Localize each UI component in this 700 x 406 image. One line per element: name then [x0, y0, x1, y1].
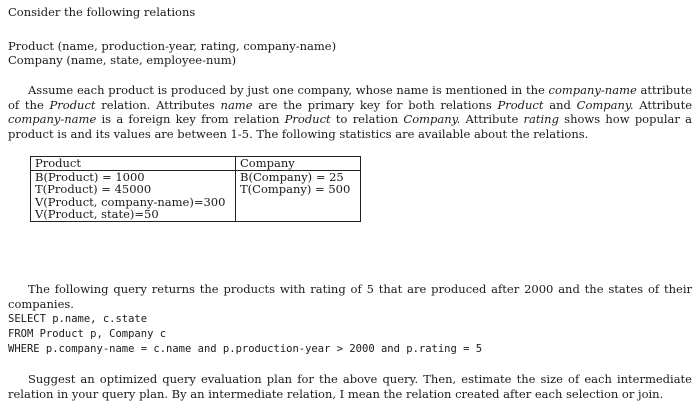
- task-paragraph: Suggest an optimized query evaluation plan for the above query. Then, estimate the size of each intermediate relation in your query plan. By an intermediate relation, I mean the relation created after each selection or join.: [8, 372, 692, 401]
- stat-t-product: T(Product) = 45000: [35, 182, 152, 196]
- product-header-cell: Product: [31, 157, 236, 171]
- stat-t-company: T(Company) = 500: [240, 182, 351, 196]
- company-header-cell: Company: [236, 157, 361, 171]
- schema-product: Product (name, production-year, rating, company-name): [8, 39, 337, 53]
- query-line-select: SELECT p.name, c.state: [8, 313, 148, 325]
- schema-company: Company (name, state, employee-num): [8, 53, 237, 67]
- stat-v-product-company-name: V(Product, company-name)=300: [35, 194, 226, 209]
- statistics-body-row: [31, 170, 361, 221]
- statistics-table: [30, 156, 361, 222]
- statistics-header-row: [31, 157, 361, 171]
- query-line-from: FROM Product p, Company c: [8, 328, 167, 340]
- stat-v-product-state: V(Product, state)=50: [35, 207, 159, 221]
- heading: Consider the following relations: [8, 5, 196, 19]
- product-stats-cell: [31, 170, 236, 221]
- query-intro: The following query returns the products with rating of 5 that are produced after 2000 and the states of their companies.: [8, 282, 692, 311]
- stat-b-product: B(Product) = 1000: [35, 169, 145, 184]
- stat-b-company: B(Company) = 25: [240, 169, 344, 184]
- query-line-where: WHERE p.company-name = c.name and p.production-year > 2000 and p.rating = 5: [8, 343, 483, 355]
- company-stats-cell: [236, 170, 361, 221]
- description-paragraph: Assume each product is produced by just one company, whose name is mentioned in the company-name attribute of the Product relation. Attributes name are the primary key for both relations Product and Company. Attribute company-name is a foreign key from relation Product to relation Company. Attribute rating shows how popular a product is and its values are between 1-5. The following statistics are available about the relations.: [8, 83, 693, 141]
